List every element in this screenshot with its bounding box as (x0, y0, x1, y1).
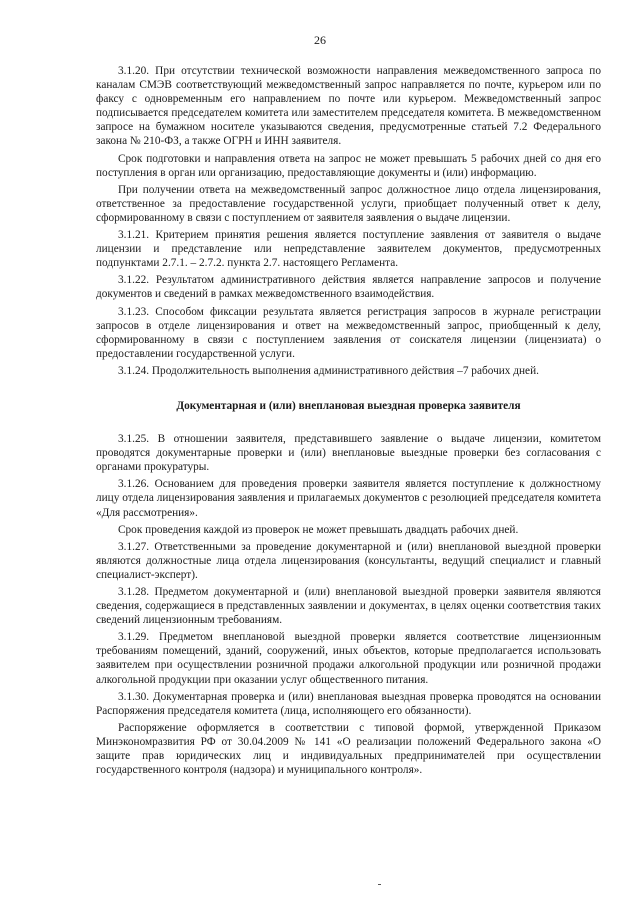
paragraph: Срок подготовки и направления ответа на запрос не может превышать 5 рабочих дней со дня его поступления в орган или организацию, предоставляющие документы и (или) информацию. (96, 152, 601, 179)
paragraph: 3.1.25. В отношении заявителя, представившего заявление о выдаче лицензии, комитетом проводятся документарные проверки и (или) внеплановые выездные проверки без согласования с органами прокуратуры. (96, 433, 601, 474)
paragraph: 3.1.28. Предметом документарной и (или) внеплановой выездной проверки заявителя являются сведения, содержащиеся в представленных заявлении и документах, в целях оценки соответствия таких сведений лицензионным требованиям. (96, 586, 601, 627)
document-body (96, 64, 601, 777)
section-heading: Документарная и (или) внеплановая выездная проверка заявителя (176, 399, 521, 412)
paragraph: 3.1.27. Ответственными за проведение документарной и (или) внеплановой выездной проверки являются должностные лица отдела лицензирования (консультанты, ведущий специалист и главный специалист-эксперт). (96, 540, 601, 581)
page-number: 26 (314, 33, 326, 47)
paragraph: Срок проведения каждой из проверок не может превышать двадцать рабочих дней. (118, 523, 519, 536)
paragraph: 3.1.30. Документарная проверка и (или) внеплановая выездная проверка проводятся на основании Распоряжения председателя комитета (лица, исполняющего его обязанности). (96, 690, 601, 717)
paragraph: При получении ответа на межведомственный запрос должностное лицо отдела лицензирования, ответственное за предоставление государственной услуги, приобщает полученный ответ к делу, сформированному в связи с поступлением от заявителя заявления о выдаче лицензии. (96, 183, 601, 224)
paragraph: Распоряжение оформляется в соответствии с типовой формой, утвержденной Приказом Минэкономразвития РФ от 30.04.2009 № 141 «О реализации положений Федерального закона «О защите прав юридических лиц и индивидуальных предпринимателей при осуществлении государственного контроля (надзора) и муниципального контроля». (96, 721, 601, 777)
scan-speck (378, 884, 381, 885)
paragraph: 3.1.26. Основанием для проведения проверки заявителя является поступление к должностному лицу отдела лицензирования заявления и прилагаемых документов с резолюцией председателя комитета «Для рассмотрения». (96, 478, 601, 519)
paragraph: 3.1.24. Продолжительность выполнения административного действия –7 рабочих дней. (118, 364, 539, 377)
paragraph: 3.1.21. Критерием принятия решения является поступление заявления от заявителя о выдаче лицензии и представление или непредставление заявителем документов, предусмотренных подпунктами 2.7.1. – 2.7.2. пункта 2.7. настоящего Регламента. (96, 229, 601, 270)
paragraph: 3.1.23. Способом фиксации результата является регистрация запросов в журнале регистрации запросов в отделе лицензирования и ответ на межведомственный запрос, приобщенный к делу, сформированному в связи с поступлением заявления от соискателя лицензии (лицензиата) о предоставлении государственной услуги. (96, 305, 601, 360)
paragraph: 3.1.20. При отсутствии технической возможности направления межведомственного запроса по каналам СМЭВ соответствующий межведомственный запрос направляется по почте, курьером или по факсу с одновременным его направлением по почте или курьером. Межведомственный запрос подписывается председателем комитета или заместителем председателя комитета. В межведомственном запросе на бумажном носителе указываются сведения, предусмотренные статьей 7.2 Федерального закона № 210-ФЗ, а также ОГРН и ИНН заявителя. (96, 65, 601, 148)
paragraph: 3.1.29. Предметом внеплановой выездной проверки является соответствие лицензионным требованиям помещений, зданий, сооружений, иных объектов, которые предполагается использовать заявителем при осуществлении розничной продажи алкогольной продукции или розничной продажи алкогольной продукции при оказании услуг общественного питания. (96, 631, 601, 686)
paragraph: 3.1.22. Результатом административного действия является направление запросов и получение документов и сведений в рамках межведомственного взаимодействия. (96, 274, 601, 301)
